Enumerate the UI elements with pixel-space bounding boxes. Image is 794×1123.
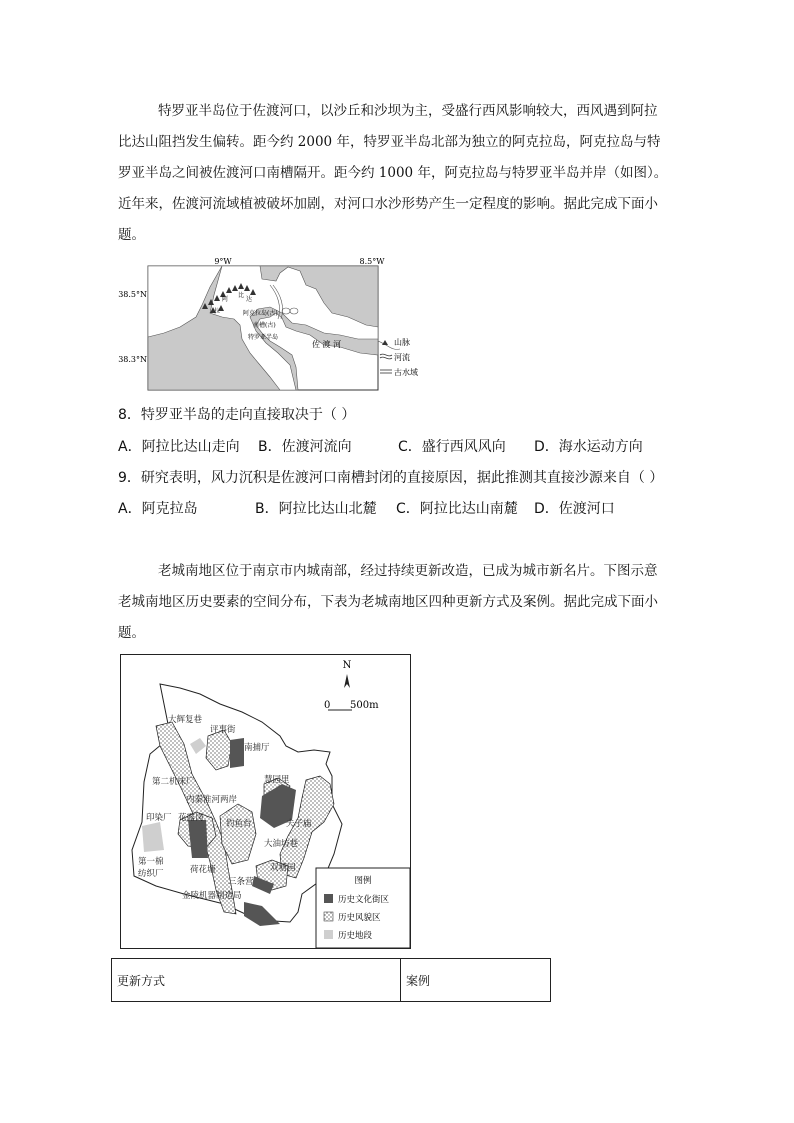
- place-label: 南捕厅: [244, 743, 270, 753]
- lon-label: 9°W: [214, 257, 232, 266]
- legend-label: 河流: [394, 353, 410, 362]
- question-8-option-b[interactable]: B．佐渡河流向: [258, 439, 352, 455]
- passage-2: [118, 556, 678, 649]
- map1-legend: [380, 337, 418, 377]
- place-label: 三条营: [228, 877, 254, 887]
- place-label: 大辉复巷: [168, 715, 203, 725]
- question-8-option-c[interactable]: C．盛行西风风向: [398, 439, 506, 455]
- passage-2-line: 老城南地区位于南京市内城南部，经过持续更新改造，已成为城市新名片。下图示意: [158, 563, 658, 579]
- place-label: 慧园里: [264, 775, 290, 785]
- place-label: 阿: [222, 296, 229, 303]
- lat-label: 38.5°N: [118, 290, 147, 299]
- place-label: 评事街: [210, 725, 236, 735]
- place-label: 特罗亚半岛: [248, 334, 279, 341]
- place-label: 夫子庙: [286, 819, 312, 829]
- place-label: 金陵机器制造局: [182, 891, 242, 901]
- legend-label: 历史风貌区: [338, 913, 381, 923]
- river-icon: [380, 354, 392, 356]
- cultural-block: [230, 738, 244, 768]
- question-8-stem: 8．特罗亚半岛的走向直接取决于（ ）: [118, 407, 356, 423]
- scale-label: 500m: [350, 700, 379, 711]
- legend-label: 历史地段: [338, 931, 373, 941]
- passage-1: [118, 96, 678, 251]
- place-label: 花露岗: [178, 813, 204, 823]
- legend-label: 山脉: [394, 338, 410, 347]
- question-8-option-d[interactable]: D．海水运动方向: [534, 439, 643, 455]
- place-label: 拉: [214, 308, 221, 315]
- question-9-option-d[interactable]: D．佐渡河口: [534, 501, 615, 517]
- place-label: 大油坊巷: [264, 839, 299, 849]
- table-header-row: [112, 959, 551, 1002]
- passage-2-line: 题。: [118, 625, 145, 641]
- question-9-option-a[interactable]: A．阿克拉岛: [118, 501, 198, 517]
- lat-label: 38.3°N: [118, 355, 147, 364]
- question-9-option-c[interactable]: C．阿拉比达山南麓: [396, 501, 518, 517]
- place-label: 内秦淮河两岸: [186, 795, 238, 805]
- map2-legend: [316, 868, 410, 948]
- lon-label: 8.5°W: [359, 257, 385, 266]
- passage-1-line: 近年来，佐渡河流域植被破坏加剧，对河口水沙形势产生一定程度的影响。据此完成下面小: [118, 196, 658, 212]
- map-old-south-city: [120, 654, 412, 950]
- passage-1-line: 比达山阻挡发生偏转。距今约 2000 年，特罗亚半岛北部为独立的阿克拉岛，阿克拉岛与特: [118, 134, 661, 150]
- place-label: 荷花塘: [190, 865, 216, 875]
- scenic-area-swatch: [324, 912, 333, 921]
- place-label: 钓鱼台: [226, 819, 252, 829]
- scale-label: 0: [324, 700, 331, 711]
- north-label: N: [342, 660, 352, 671]
- place-label: 纺织厂: [138, 869, 164, 879]
- place-label: 第一棉: [138, 857, 164, 867]
- passage-1-line: 特罗亚半岛位于佐渡河口，以沙丘和沙坝为主，受盛行西风影响较大，西风遇到阿拉: [158, 103, 658, 119]
- table-header-cell: 案例: [401, 959, 551, 1002]
- legend-label: 历史文化街区: [338, 895, 390, 905]
- place-label: 达: [246, 296, 253, 303]
- passage-1-line: 罗亚半岛之间被佐渡河口南槽隔开。距今约 1000 年，阿克拉岛与特罗亚半岛并岸（如图）。: [118, 165, 668, 181]
- passage-1-line: 题。: [118, 227, 145, 243]
- question-8-option-a[interactable]: A．阿拉比达山走向: [118, 439, 240, 455]
- mountain-icon: [382, 340, 388, 345]
- cultural-block-swatch: [324, 894, 333, 903]
- place-label: 南槽(古): [253, 322, 276, 329]
- place-label: 印染厂: [146, 813, 172, 823]
- historic-section-swatch: [324, 930, 333, 939]
- map-troia-peninsula: [110, 255, 440, 395]
- question-9-stem: 9．研究表明，风力沉积是佐渡河口南槽封闭的直接原因，据此推测其直接沙源来自（ ）: [118, 470, 664, 486]
- renewal-table: [111, 958, 551, 1002]
- place-label: 第二机床厂: [152, 777, 195, 787]
- place-label: 双塘园: [270, 863, 296, 873]
- place-label: 比: [238, 292, 245, 299]
- legend-label: 古水域: [394, 368, 418, 377]
- passage-2-line: 老城南地区历史要素的空间分布，下表为老城南地区四种更新方式及案例。据此完成下面小: [118, 594, 658, 610]
- question-9-option-b[interactable]: B．阿拉比达山北麓: [255, 501, 377, 517]
- place-label: 阿克拉岛(古): [243, 310, 278, 317]
- table-header-cell: 更新方式: [112, 959, 401, 1002]
- legend-title: 图例: [354, 876, 372, 886]
- place-label: 佐 渡 河: [312, 340, 342, 349]
